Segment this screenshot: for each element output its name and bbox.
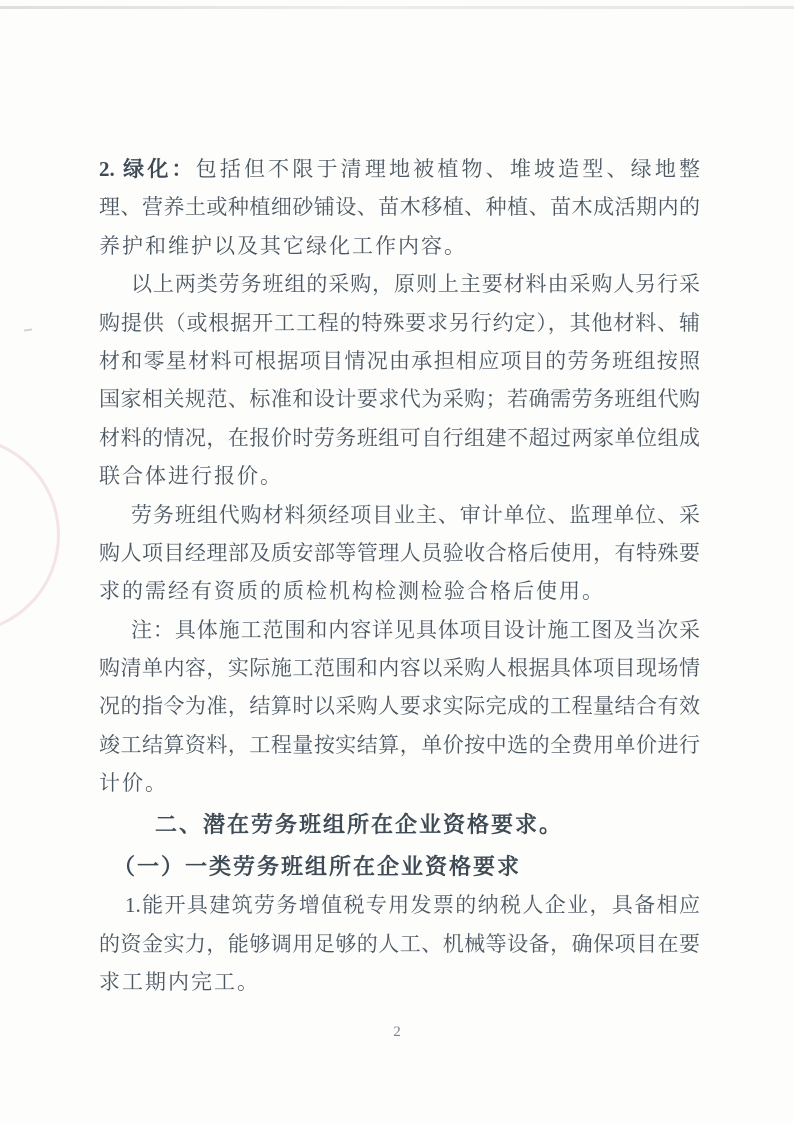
text-line: 购提供（或根据开工工程的特殊要求另行约定），其他材料、辅	[99, 310, 700, 335]
scan-artifact-stamp-arc	[0, 436, 60, 634]
text-line: 国家相关规范、标准和设计要求代为采购；若确需劳务班组代购	[99, 387, 700, 412]
text-line: 求的需经有资质的质检机构检测检验合格后使用。	[99, 579, 605, 604]
paragraph-lead-bold: 2. 绿化：	[99, 157, 196, 181]
text-line: 购清单内容，实际施工范围和内容以采购人根据具体项目现场情	[99, 656, 700, 681]
paragraph-note	[99, 611, 700, 803]
text-line: 理、营养土或种植细砂铺设、苗木移植、种植、苗木成活期内的	[99, 195, 700, 220]
text-line: 材料的情况，在报价时劳务班组可自行组建不超过两家单位组成	[99, 425, 700, 450]
text-line: 1.能开具建筑劳务增值税专用发票的纳税人企业，具备相应	[125, 893, 700, 918]
document-body	[99, 150, 700, 1002]
text-line	[99, 150, 700, 188]
text-line: 计价。	[99, 771, 168, 796]
text-segment: 包括但不限于清理地被植物、堆坡造型、绿地整	[195, 157, 701, 181]
heading-section-2: 二、潜在劳务班组所在企业资格要求。	[155, 811, 564, 837]
text-line: 劳务班组代购材料须经项目业主、审计单位、监理单位、采	[131, 502, 700, 527]
text-line: 求工期内完工。	[99, 970, 260, 995]
text-line: 养护和维护以及其它绿化工作内容。	[99, 233, 467, 258]
text-line: 况的指令为准，结算时以采购人要求实际完成的工程量结合有效	[99, 694, 700, 719]
text-line: 竣工结算资料，工程量按实结算，单价按中选的全费用单价进行	[99, 732, 700, 757]
heading-subsection-1-1: （一）一类劳务班组所在企业资格要求	[113, 854, 522, 880]
text-line: 材和零星材料可根据项目情况由承担相应项目的劳务班组按照	[99, 348, 700, 373]
text-line: 联合体进行报价。	[99, 464, 283, 489]
text-line: 以上两类劳务班组的采购，原则上主要材料由采购人另行采	[131, 272, 700, 297]
scan-artifact-top-edge	[0, 6, 794, 9]
scan-artifact-speck	[24, 328, 32, 331]
text-line: 注：具体施工范围和内容详见具体项目设计施工图及当次采	[131, 617, 700, 642]
text-line: 购人项目经理部及质安部等管理人员验收合格后使用，有特殊要	[99, 540, 700, 565]
paragraph-material-inspection	[99, 496, 700, 611]
text-line: 的资金实力，能够调用足够的人工、机械等设备，确保项目在要	[99, 931, 700, 956]
paragraph-procurement-rules	[99, 265, 700, 495]
paragraph-qualification-requirement-1	[99, 886, 700, 1001]
paragraph-greening-scope	[99, 150, 700, 265]
page-number: 2	[393, 1024, 401, 1040]
